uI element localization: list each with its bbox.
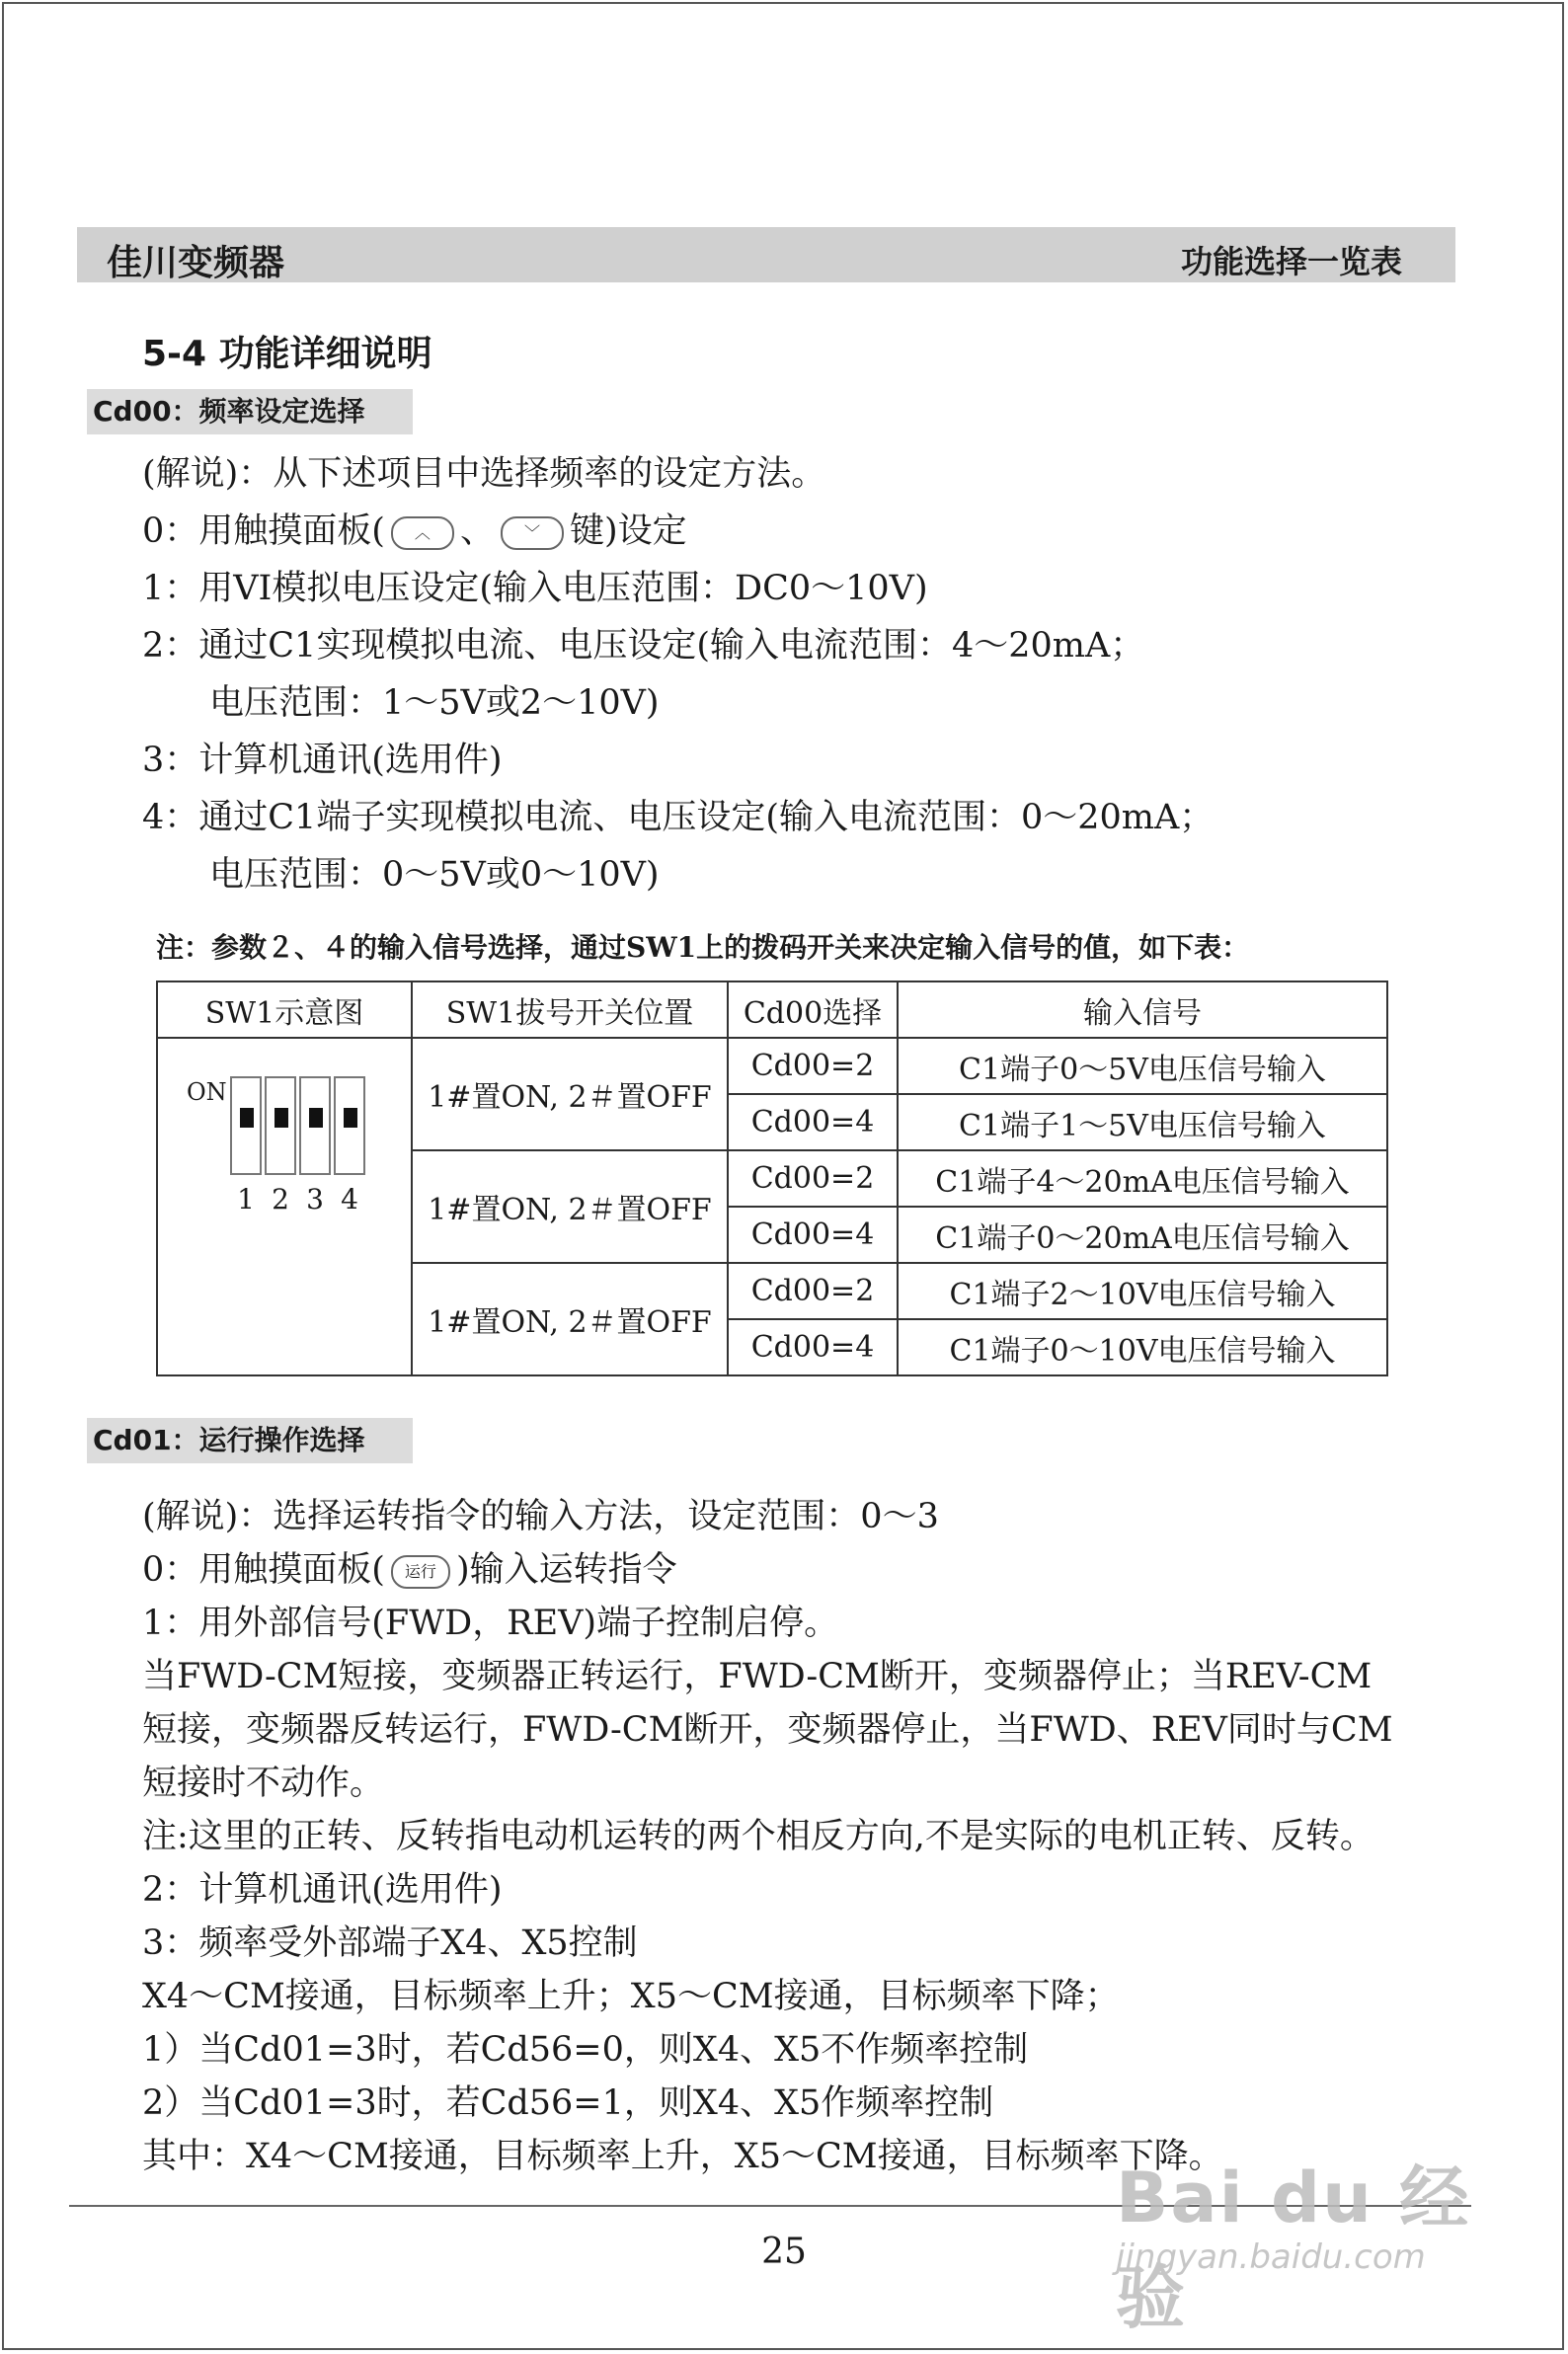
cd00-option-0-prefix: 0：用触摸面板( (142, 511, 385, 551)
cd01-option-0-prefix: 0：用触摸面板( (142, 1550, 385, 1590)
dip-number: 3 (306, 1183, 324, 1216)
running-header (77, 227, 1455, 282)
cd00-selection: Cd00=2 (728, 1263, 898, 1319)
input-signal: C1端子4～20mA电压信号输入 (898, 1150, 1387, 1207)
cd00-selection: Cd00=4 (728, 1094, 898, 1150)
cd00-option-2-cont: 电压范围：1～5V或2～10V) (209, 683, 660, 723)
cd01-text: 2）当Cd01=3时，若Cd56=1，则X4、X5作频率控制 (142, 2083, 994, 2123)
input-signal: C1端子0～10V电压信号输入 (898, 1319, 1387, 1375)
cd00-intro: (解说)：从下述项目中选择频率的设定方法。 (142, 454, 826, 494)
cd01-text: 当FWD-CM短接，变频器正转运行，FWD-CM断开，变频器停止；当REV-CM (142, 1657, 1372, 1696)
cd00-option-0-sep: 、 (459, 511, 495, 551)
cd00-selection: Cd00=2 (728, 1038, 898, 1094)
cd00-selection: Cd00=2 (728, 1150, 898, 1207)
input-signal: C1端子1～5V电压信号输入 (898, 1094, 1387, 1150)
cd01-intro: (解说)：选择运转指令的输入方法，设定范围：0～3 (142, 1497, 939, 1536)
cd01-text: 短接，变频器反转运行，FWD-CM断开，变频器停止，当FWD、REV同时与CM (142, 1710, 1393, 1750)
cd00-selection: Cd00=4 (728, 1319, 898, 1375)
page-number: 25 (761, 2232, 807, 2272)
cd00-label: Cd00：频率设定选择 (87, 389, 413, 434)
input-signal: C1端子0～5V电压信号输入 (898, 1038, 1387, 1094)
cd00-option-4-cont: 电压范围：0～5V或0～10V) (209, 855, 660, 895)
cd01-text: 其中：X4～CM接通，目标频率上升，X5～CM接通，目标频率下降。 (142, 2137, 1223, 2176)
section-title: 5-4 功能详细说明 (142, 334, 432, 374)
cd01-text: 短接时不动作。 (142, 1764, 385, 1803)
baidu-watermark (1106, 2123, 1540, 2338)
cd00-selection: Cd00=4 (728, 1207, 898, 1263)
cd01-text: X4～CM接通，目标频率上升；X5～CM接通，目标频率下降； (142, 1977, 1120, 2016)
dip-switch-diagram (157, 1038, 412, 1375)
input-signal: C1端子2～10V电压信号输入 (898, 1263, 1387, 1319)
down-key-icon: ﹀ (501, 516, 564, 550)
input-signal: C1端子0～20mA电压信号输入 (898, 1207, 1387, 1263)
sw1-table (156, 981, 1388, 1376)
switch-position: 1#置ON, 2＃置OFF (412, 1150, 728, 1263)
cd00-option-1: 1：用VI模拟电压设定(输入电压范围：DC0～10V) (142, 569, 928, 608)
header-chapter: 功能选择一览表 (1180, 243, 1402, 280)
run-key-icon: 运行 (391, 1555, 450, 1589)
dip-number: 1 (237, 1183, 255, 1216)
up-key-icon: ︿ (391, 516, 454, 550)
watermark-url: jingyan.baidu.com (1116, 2237, 1426, 2277)
dip-on-label: ON (187, 1078, 227, 1106)
header-brand: 佳川变频器 (107, 243, 285, 283)
cd01-option-3: 3：频率受外部端子X4、X5控制 (142, 1923, 638, 1963)
cd01-label: Cd01：运行操作选择 (87, 1418, 413, 1463)
col-header-signal: 输入信号 (898, 981, 1387, 1038)
switch-position: 1#置ON, 2＃置OFF (412, 1263, 728, 1375)
cd00-note: 注：参数２、４的输入信号选择，通过SW1上的拨码开关来决定输入信号的值，如下表： (156, 931, 1250, 964)
cd00-option-3: 3：计算机通讯(选用件) (142, 741, 503, 780)
col-header-selection: Cd00选择 (728, 981, 898, 1038)
cd00-option-0 (142, 510, 687, 553)
cd01-option-0 (142, 1548, 677, 1592)
cd00-option-4: 4：通过C1端子实现模拟电流、电压设定(输入电流范围：0～20mA； (142, 798, 1215, 837)
col-header-position: SW1拔号开关位置 (412, 981, 728, 1038)
cd01-text: 1）当Cd01=3时，若Cd56=0，则X4、X5不作频率控制 (142, 2030, 1029, 2070)
switch-position: 1#置ON, 2＃置OFF (412, 1038, 728, 1150)
cd01-option-1: 1：用外部信号(FWD，REV)端子控制启停。 (142, 1604, 839, 1643)
dip-number: 2 (272, 1183, 289, 1216)
table-header-row (157, 981, 1387, 1038)
cd00-option-0-suffix: 键)设定 (569, 511, 687, 551)
cd00-option-2: 2：通过C1实现模拟电流、电压设定(输入电流范围：4～20mA； (142, 626, 1145, 666)
table-row (157, 1038, 1387, 1094)
cd01-option-2: 2：计算机通讯(选用件) (142, 1870, 503, 1910)
dip-number: 4 (341, 1183, 358, 1216)
watermark-logo: Bai du 经验 (1116, 2158, 1471, 2338)
dip-switch-icon (187, 1076, 368, 1216)
cd01-option-0-suffix: )输入运转指令 (455, 1550, 677, 1590)
col-header-diagram: SW1示意图 (157, 981, 412, 1038)
cd01-note: 注:这里的正转、反转指电动机运转的两个相反方向,不是实际的电机正转、反转。 (142, 1817, 1374, 1856)
